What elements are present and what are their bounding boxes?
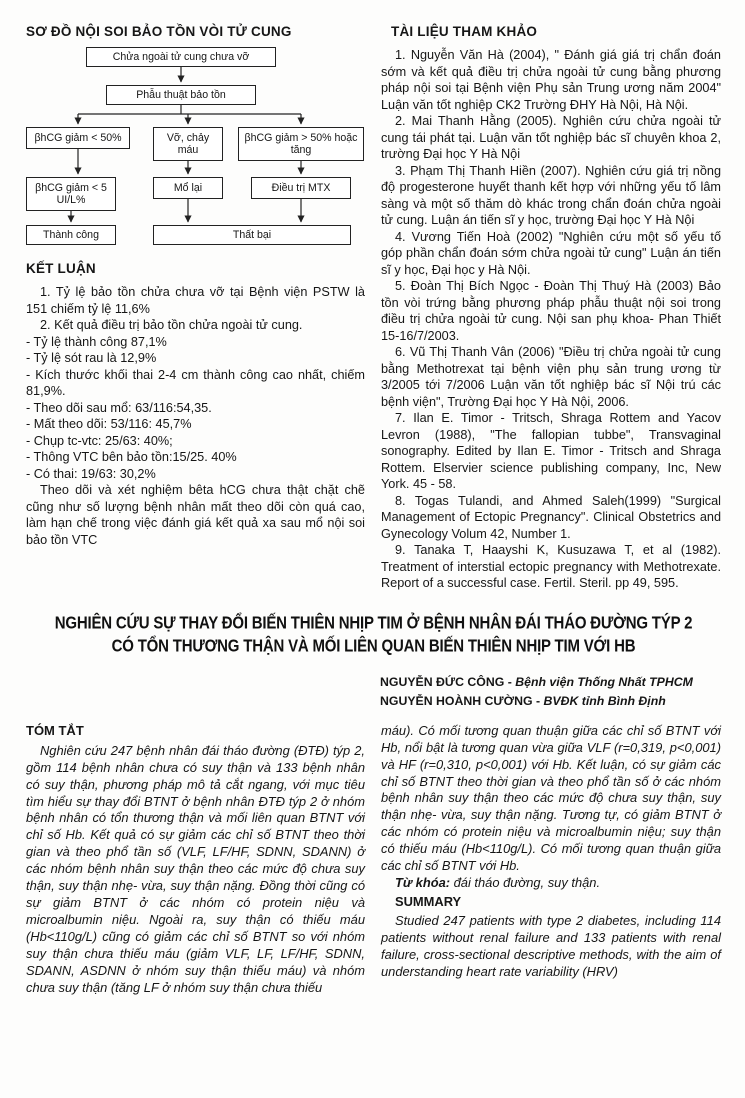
- abstract-section: [26, 723, 721, 997]
- article-title-line2: CÓ TỔN THƯƠNG THẬN VÀ MỐI LIÊN QUAN BIẾN THIÊN NHỊP TIM VỚI HB: [111, 636, 636, 656]
- abstract-text-right: máu). Có mối tương quan thuận giữa các chỉ số BTNT với Hb, nổi bật là tương quan vừa giữa VLF (r=0,319, p<0,001) và HF (r=0,310, p<0,001) với Hb. Kết luận, có sự giảm các chỉ số BTNT theo thời gian và theo phổ tần số ở các nhóm bệnh nhân suy thận theo các mức độ chưa suy thận, suy thận nhẹ- vừa, suy thận nặng. Tương tự, có giảm BTNT ở các nhóm có protein niệu và microalbumin niệu; suy thận có thiếu máu (Hb<110g/L). Có mối tương quan thuận giữa các chỉ số BTNT với Hb.: [381, 722, 721, 874]
- flow-node-bhcg-decrease-lt50: βhCG giảm < 50%: [26, 127, 130, 149]
- summary-heading: SUMMARY: [395, 893, 462, 909]
- author-name: NGUYỄN ĐỨC CÔNG: [380, 674, 505, 689]
- reference-item: 5. Đoàn Thị Bích Ngọc - Đoàn Thị Thuý Hà (2003) Bảo tồn vòi trứng bằng phương pháp phẫu thuật nội soi trong điều trị chửa ngoài tử cung. Nội san phụ khoa- Phan Thiết 15-16/7/2003.: [381, 279, 721, 343]
- conclusion-item: - Chụp tc-vtc: 25/63: 40%;: [26, 433, 173, 448]
- author-affiliation: BVĐK tỉnh Bình Định: [543, 694, 666, 709]
- references-heading: TÀI LIỆU THAM KHẢO: [391, 24, 538, 39]
- reference-item: 4. Vương Tiến Hoà (2002) "Nghiên cứu một số yếu tố góp phần chẩn đoán sớm chửa ngoài tử cung" Luận án tiến sĩ y học, Đại học y Hà Nội.: [381, 229, 721, 277]
- reference-item: 2. Mai Thanh Hằng (2005). Nghiên cứu chửa ngoài tử cung tái phát tại. Luận văn tốt nghiệp bác sĩ chuyên khoa 2, trường Đại học Y Hà Nội: [381, 114, 721, 161]
- author-line: [380, 692, 721, 712]
- keywords-text: đái tháo đường, suy thận.: [450, 875, 601, 890]
- article-authors: [380, 673, 721, 712]
- author-line: [380, 673, 721, 693]
- flow-node-mtx-treatment: Điều trị MTX: [251, 177, 351, 199]
- keywords-label: Từ khóa:: [395, 875, 451, 890]
- top-left-column: [26, 24, 365, 592]
- conclusion-item: - Mất theo dõi: 53/116: 45,7%: [26, 417, 192, 431]
- author-name: NGUYỄN HOÀNH CƯỜNG: [380, 694, 533, 709]
- references-column: [381, 24, 721, 592]
- flow-node-rupture-bleeding: Vỡ, chảy máu: [153, 127, 223, 161]
- keywords-line: [381, 875, 721, 892]
- reference-item: 1. Nguyễn Văn Hà (2004), " Đánh giá giá trị chẩn đoán sớm và kết quả điều trị chửa ngoài tử cung bằng phương pháp nội soi tại Bệnh viện Phụ sản Trung ương năm 2004" Luận văn tốt nghiệp CK2 Trường ĐHY Hà Nội, Hà Nội.: [381, 48, 721, 112]
- conclusion-paragraph: 1. Tỷ lệ bảo tồn chửa chưa vỡ tại Bệnh viện PSTW là 151 chiếm tỷ lệ 11,6%: [26, 285, 365, 316]
- flow-node-bhcg-lt5: βhCG giảm < 5 UI/L%: [26, 177, 116, 211]
- flow-node-conservative-surgery: Phẫu thuật bảo tồn: [106, 85, 256, 105]
- reference-item: 3. Phạm Thị Thanh Hiền (2007). Nghiên cứu giá trị nồng độ progesterone huyết thanh kết hợp với những yếu tố lâm sàng và một số thăm dò khác trong chẩn đoán chửa ngoài tử cung. Luận án tiến sĩ y học, trường Đại học Y Hà Nội: [381, 163, 721, 227]
- abstract-left-column: [26, 723, 365, 997]
- conclusion-item: - Tỷ lệ thành công 87,1%: [26, 334, 167, 349]
- author-affiliation: Bệnh viện Thống Nhất TPHCM: [515, 674, 693, 689]
- reference-item: 7. Ilan E. Timor - Tritsch, Shraga Rottem and Yacov Levron (1988), "The fallopian tubbe", Transvaginal sonography. Edited by Ilan E. Timor - Tritsch and Shraga Rottem. Elservier science publishing company, Inc, New York. 45 - 58.: [381, 411, 721, 491]
- summary-text: Studied 247 patients with type 2 diabetes, including 114 patients without renal failure and 133 patients with renal failure, cross-sectional descriptive methods, with the aim of understanding heart rate variability (HRV): [381, 912, 721, 979]
- reference-item: 6. Vũ Thị Thanh Vân (2006) "Điều trị chửa ngoài tử cung bằng Methotrexat tại bệnh viện phụ sản trung ương từ 3/2005 tới 7/2006 Luận văn tốt nghiệp bác sĩ Nội trú các bệnh viện", Trường Đại học Y Hà Nội, 2006.: [381, 345, 721, 409]
- flowchart-title: SƠ ĐỒ NỘI SOI BẢO TỒN VÒI TỬ CUNG: [26, 24, 292, 39]
- top-section: [26, 24, 721, 592]
- article-title-line1: NGHIÊN CỨU SỰ THAY ĐỔI BIẾN THIÊN NHỊP TIM Ở BỆNH NHÂN ĐÁI THÁO ĐƯỜNG TÝP 2: [54, 613, 693, 633]
- flow-node-bhcg-decrease-gt50: βhCG giảm > 50% hoặc tăng: [238, 127, 364, 161]
- abstract-heading: TÓM TẮT: [26, 722, 84, 738]
- flow-node-reoperation: Mổ lại: [153, 177, 223, 199]
- conclusion-item: - Thông VTC bên bảo tồn:15/25. 40%: [26, 450, 237, 464]
- conclusion-paragraph: 2. Kết quả điều trị bảo tồn chửa ngoài tử cung.: [40, 318, 303, 332]
- author-separator: -: [532, 694, 544, 709]
- flow-node-success: Thành công: [26, 225, 116, 245]
- author-separator: -: [504, 674, 516, 689]
- reference-item: 8. Togas Tulandi, and Ahmed Saleh(1999) "Surgical Management of Ectopic Pregnancy". Clinical Obstetrics and Gynecology Volum 42, Number 1.: [381, 493, 721, 541]
- conclusion-heading: KẾT LUẬN: [26, 261, 96, 276]
- conclusion-paragraph: Theo dõi và xét nghiệm bêta hCG chưa thật chặt chẽ cũng như số lượng bệnh nhân mất theo dõi còn quá cao, làm hạn chế trong việc đánh giá kết quả xa sau mổ nội soi bảo tồn VTC: [26, 483, 365, 547]
- abstract-right-column: [381, 723, 721, 997]
- conclusion-item: - Có thai: 19/63: 30,2%: [26, 466, 156, 481]
- flow-node-failure: Thất bại: [153, 225, 351, 245]
- reference-item: 9. Tanaka T, Haayshi K, Kusuzawa T, et al (1982). Treatment of interstial ectopic pregnancy with Methotrexate. Report of a successful case. Fertil. Steril. pp 49, 595.: [381, 543, 721, 590]
- flow-node-ectopic-unruptured: Chửa ngoài tử cung chưa vỡ: [86, 47, 276, 67]
- conclusion-item: - Tỷ lệ sót rau là 12,9%: [26, 351, 157, 365]
- conclusion-item: - Theo dõi sau mổ: 63/116:54,35.: [26, 400, 212, 415]
- abstract-text-left: Nghiên cứu 247 bệnh nhân đái tháo đường (ĐTĐ) týp 2, gồm 114 bệnh nhân chưa có suy thận và 133 bệnh nhân có suy thận, phương pháp mô tả cắt ngang, với mục tiêu tìm hiểu sự thay đổi BTNT ở bệnh nhân ĐTĐ týp 2 ở nhóm bệnh nhân có tổn thương thận và mối liên quan BTNT với chỉ số Hb. Kết quả có sự giảm các chỉ số BTNT theo thời gian và theo phổ tần số (VLF, LF/HF, SDNN, SDANN) ở các nhóm bệnh nhân suy thận theo các mức độ chưa suy thận, suy thận nhẹ- vừa, suy thận nặng. Đồng thời cũng có sự giảm BTNT ở các nhóm có protein niệu và microalbumin niệu. Ngoài ra, suy thận có thiếu máu (Hb<110g/L) cũng có giảm các chỉ số BTNT so với nhóm suy thận chưa thiếu máu (giảm VLF, LF, LF/HF, SDNN, SDANN, ASDNN ở nhóm suy thận thiếu máu) và nhóm chưa suy thận (tăng LF ở nhóm suy thận chưa thiếu: [26, 742, 365, 995]
- article-title: [26, 612, 721, 658]
- conclusion-item: - Kích thước khối thai 2-4 cm thành công cao nhất, chiếm 81,9%.: [26, 367, 365, 398]
- flowchart-diagram: [26, 47, 364, 247]
